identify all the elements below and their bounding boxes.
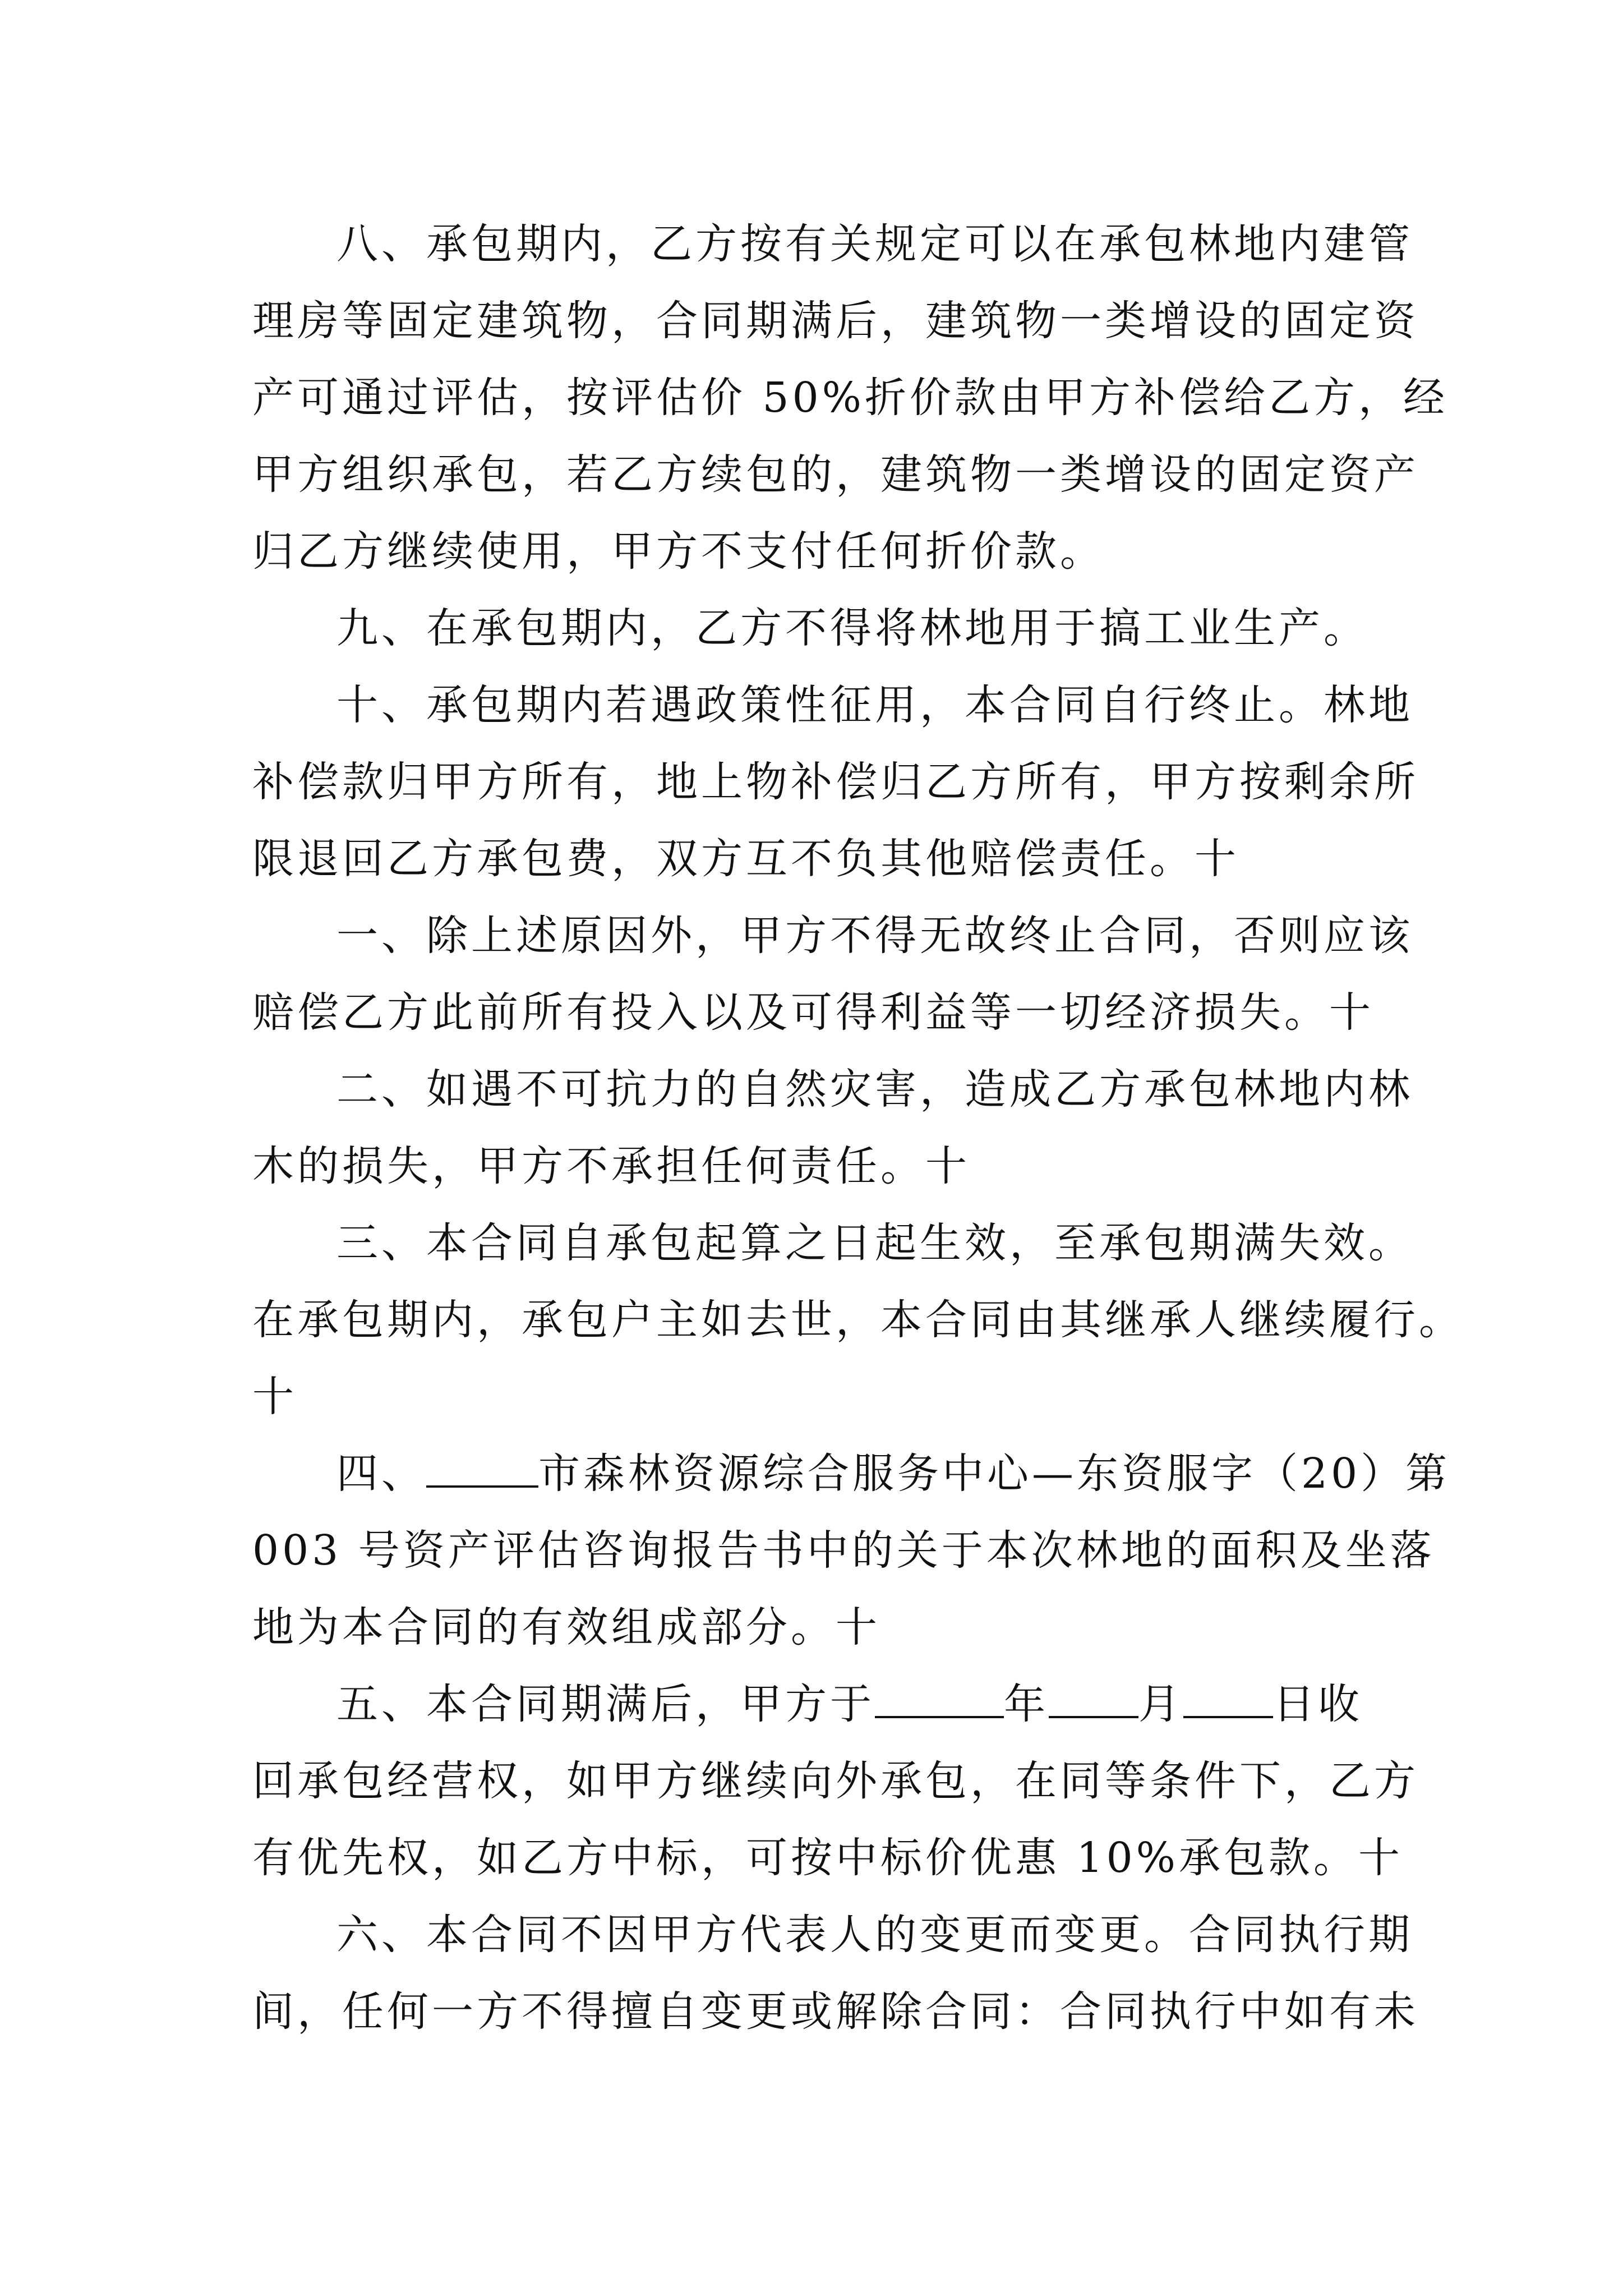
paragraph-line: 赔偿乙方此前所有投入以及可得利益等一切经济损失。十 <box>252 988 1374 1037</box>
month-label: 月 <box>1138 1680 1183 1728</box>
blank-field-year <box>875 1682 1004 1718</box>
blank-field-day <box>1183 1682 1273 1718</box>
paragraph-line: 二、如遇不可抗力的自然灾害，造成乙方承包林地内林 <box>336 1065 1413 1114</box>
paragraph-line: 一、除上述原因外，甲方不得无故终止合同，否则应该 <box>336 912 1413 960</box>
paragraph-line: 间，任何一方不得擅自变更或解除合同：合同执行中如有未 <box>252 1987 1419 2036</box>
paragraph-line: 回承包经营权，如甲方继续向外承包，在同等条件下，乙方 <box>252 1757 1419 1805</box>
paragraph-line: 限退回乙方承包费，双方互不负其他赔偿责任。十 <box>252 835 1239 883</box>
line-text: 市森林资源综合服务中心—东资服字（20）第 <box>538 1450 1451 1498</box>
paragraph-line: 十 <box>252 1373 297 1421</box>
paragraph-line: 有优先权，如乙方中标，可按中标价优惠 10%承包款。十 <box>252 1834 1403 1882</box>
blank-field-month <box>1049 1682 1138 1718</box>
paragraph-line: 补偿款归甲方所有，地上物补偿归乙方所有，甲方按剩余所 <box>252 758 1419 806</box>
line-prefix: 四、 <box>336 1450 426 1498</box>
paragraph-line <box>336 1446 1451 1502</box>
paragraph-line: 甲方组织承包，若乙方续包的，建筑物一类增设的固定资产 <box>252 450 1419 499</box>
paragraph-line: 十、承包期内若遇政策性征用，本合同自行终止。林地 <box>336 681 1413 729</box>
paragraph-line <box>336 1676 1385 1732</box>
paragraph-line: 003 号资产评估咨询报告书中的关于本次林地的面积及坐落 <box>252 1526 1435 1575</box>
day-label: 日收 <box>1273 1680 1363 1728</box>
paragraph-line: 六、本合同不因甲方代表人的变更而变更。合同执行期 <box>336 1911 1413 1959</box>
paragraph-line: 在承包期内，承包户主如去世，本合同由其继承人继续履行。 <box>252 1296 1464 1344</box>
paragraph-line: 地为本合同的有效组成部分。十 <box>252 1603 880 1651</box>
paragraph-line: 九、在承包期内，乙方不得将林地用于搞工业生产。 <box>336 604 1368 652</box>
paragraph-line: 产可通过评估，按评估价 50%折价款由甲方补偿给乙方，经 <box>252 374 1448 422</box>
paragraph-line: 三、本合同自承包起算之日起生效，至承包期满失效。 <box>336 1219 1413 1267</box>
paragraph-line: 八、承包期内，乙方按有关规定可以在承包林地内建管 <box>336 220 1413 268</box>
blank-field <box>426 1452 538 1488</box>
line-text: 五、本合同期满后，甲方于 <box>336 1680 875 1728</box>
year-label: 年 <box>1004 1680 1049 1728</box>
paragraph-line: 理房等固定建筑物，合同期满后，建筑物一类增设的固定资 <box>252 297 1419 345</box>
paragraph-line: 归乙方继续使用，甲方不支付任何折价款。 <box>252 527 1105 576</box>
paragraph-line: 木的损失，甲方不承担任何责任。十 <box>252 1142 970 1190</box>
